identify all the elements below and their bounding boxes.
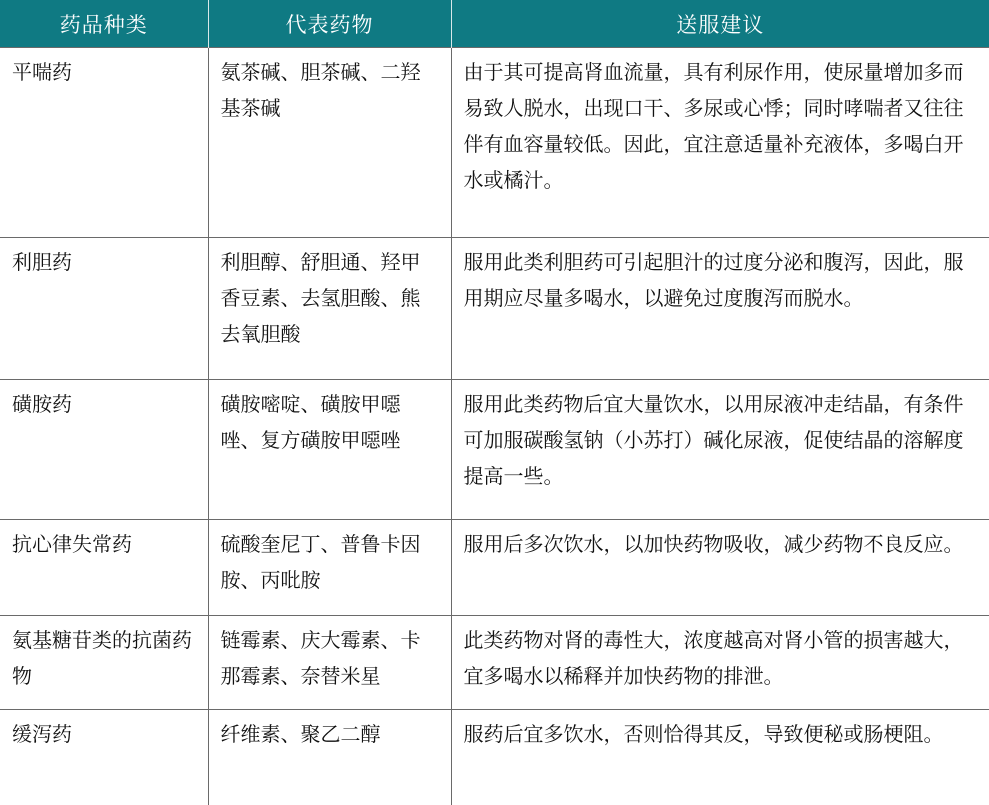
- header-category: 药品种类: [0, 0, 208, 48]
- table-row: [0, 520, 989, 616]
- cell-advice: 服用后多次饮水，以加快药物吸收，减少药物不良反应。: [451, 520, 989, 616]
- header-row: [0, 0, 989, 48]
- cell-category: 磺胺药: [0, 380, 208, 520]
- header-drugs: 代表药物: [208, 0, 451, 48]
- cell-drugs: 链霉素、庆大霉素、卡那霉素、奈替米星: [208, 616, 451, 710]
- cell-advice: 此类药物对肾的毒性大，浓度越高对肾小管的损害越大，宜多喝水以稀释并加快药物的排泄。: [451, 616, 989, 710]
- table-row: [0, 238, 989, 380]
- cell-advice: 由于其可提高肾血流量，具有利尿作用，使尿量增加多而易致人脱水，出现口干、多尿或心悸；同时哮喘者又往往伴有血容量较低。因此，宜注意适量补充液体，多喝白开水或橘汁。: [451, 48, 989, 238]
- cell-drugs: 氨茶碱、胆茶碱、二羟基茶碱: [208, 48, 451, 238]
- cell-category: 平喘药: [0, 48, 208, 238]
- cell-advice: 服用此类药物后宜大量饮水，以用尿液冲走结晶，有条件可加服碳酸氢钠（小苏打）碱化尿液，促使结晶的溶解度提高一些。: [451, 380, 989, 520]
- cell-drugs: 利胆醇、舒胆通、羟甲香豆素、去氢胆酸、熊去氧胆酸: [208, 238, 451, 380]
- cell-category: 氨基糖苷类的抗菌药物: [0, 616, 208, 710]
- cell-category: 缓泻药: [0, 710, 208, 805]
- cell-advice: 服药后宜多饮水，否则恰得其反，导致便秘或肠梗阻。: [451, 710, 989, 805]
- cell-advice: 服用此类利胆药可引起胆汁的过度分泌和腹泻，因此，服用期应尽量多喝水，以避免过度腹泻而脱水。: [451, 238, 989, 380]
- cell-drugs: 磺胺嘧啶、磺胺甲噁唑、复方磺胺甲噁唑: [208, 380, 451, 520]
- table-header: [0, 0, 989, 48]
- table-row: [0, 48, 989, 238]
- table-body: [0, 48, 989, 805]
- table-row: [0, 380, 989, 520]
- cell-drugs: 硫酸奎尼丁、普鲁卡因胺、丙吡胺: [208, 520, 451, 616]
- cell-category: 抗心律失常药: [0, 520, 208, 616]
- table-row: [0, 616, 989, 710]
- cell-category: 利胆药: [0, 238, 208, 380]
- header-advice: 送服建议: [451, 0, 989, 48]
- cell-drugs: 纤维素、聚乙二醇: [208, 710, 451, 805]
- table-row: [0, 710, 989, 805]
